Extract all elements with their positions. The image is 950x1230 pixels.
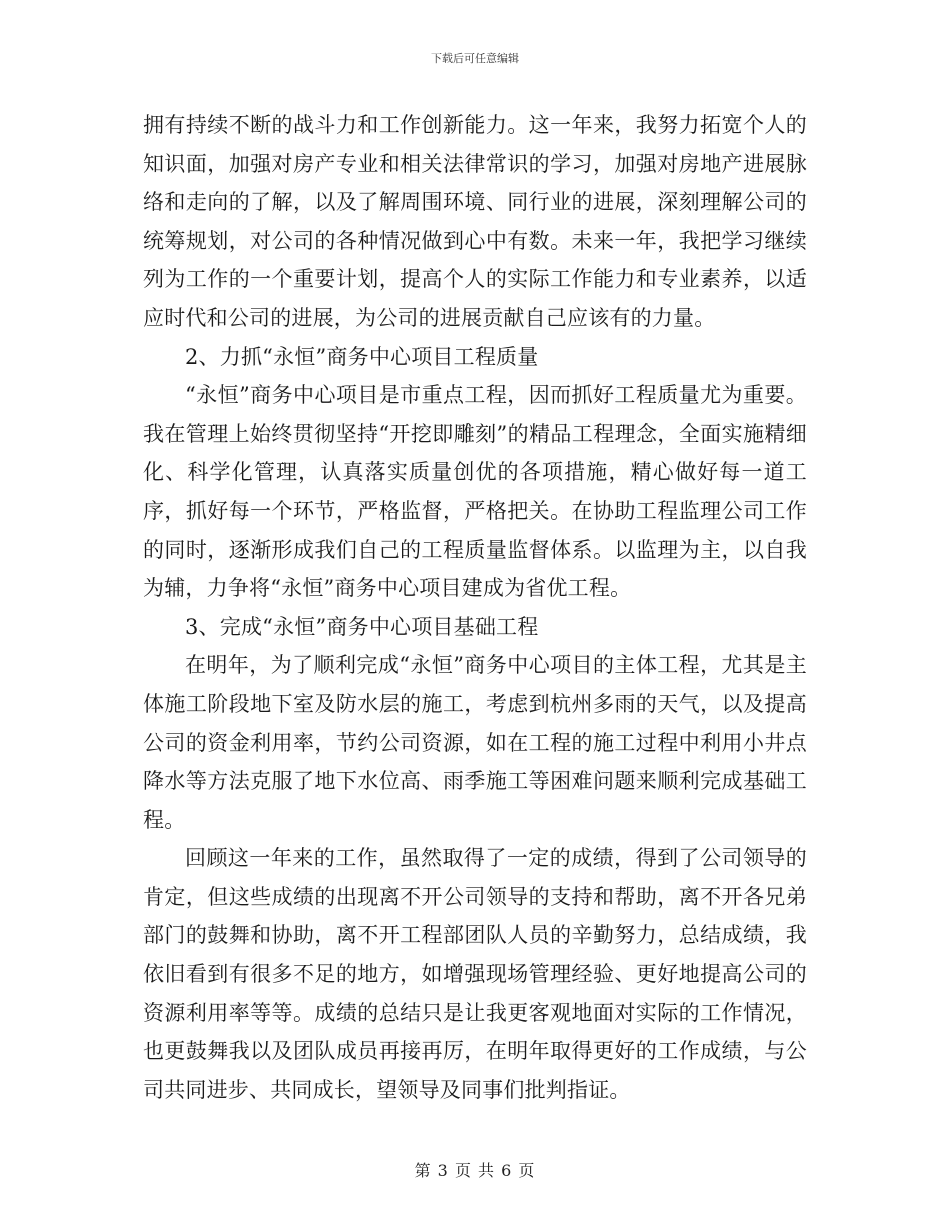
paragraph-foundation: 在明年，为了顺利完成“永恒”商务中心项目的主体工程，尤其是主体施工阶段地下室及防水层的施工，考虑到杭州多雨的天气，以及提高公司的资金利用率，节约公司资源，如在工程的施工过程中利用小井点降水等方法克服了地下水位高、雨季施工等困难问题来顺利完成基础工程。	[143, 653, 807, 832]
paragraph-learning: 拥有持续不断的战斗力和工作创新能力。这一年来，我努力拓宽个人的知识面，加强对房产专业和相关法律常识的学习，加强对房地产进展脉络和走向的了解，以及了解周围环境、同行业的进展，深刻理解公司的统筹规划，对公司的各种情况做到心中有数。未来一年，我把学习继续列为工作的一个重要计划，提高个人的实际工作能力和专业素养，以适应时代和公司的进展，为公司的进展贡献自己应该有的力量。	[143, 113, 807, 330]
paragraph-quality: “永恒”商务中心项目是市重点工程，因而抓好工程质量尤为重要。我在管理上始终贯彻坚持“开挖即雕刻”的精品工程理念，全面实施精细化、科学化管理，认真落实质量创优的各项措施，精心做好每一道工序，抓好每一个环节，严格监督，严格把关。在协助工程监理公司工作的同时，逐渐形成我们自己的工程质量监督体系。以监理为主，以自我为辅，力争将“永恒”商务中心项目建成为省优工程。	[143, 383, 807, 601]
page-number: 第 3 页 共 6 页	[414, 1161, 536, 1180]
heading-foundation: 3、完成“永恒”商务中心项目基础工程	[185, 614, 539, 639]
paragraph-review: 回顾这一年来的工作，虽然取得了一定的成绩，得到了公司领导的肯定，但这些成绩的出现离不开公司领导的支持和帮助，离不开各兄弟部门的鼓舞和协助，离不开工程部团队人员的辛勤努力，总结成绩，我依旧看到有很多不足的地方，如增强现场管理经验、更好地提高公司的资源利用率等等。成绩的总结只是让我更客观地面对实际的工作情况，也更鼓舞我以及团队成员再接再厉，在明年取得更好的工作成绩，与公司共同进步、共同成长，望领导及同事们批判指证。	[143, 846, 807, 1102]
heading-quality: 2、力抓“永恒”商务中心项目工程质量	[185, 344, 539, 369]
page-header: 下载后可任意编辑	[431, 52, 519, 65]
document-body	[143, 106, 807, 1109]
